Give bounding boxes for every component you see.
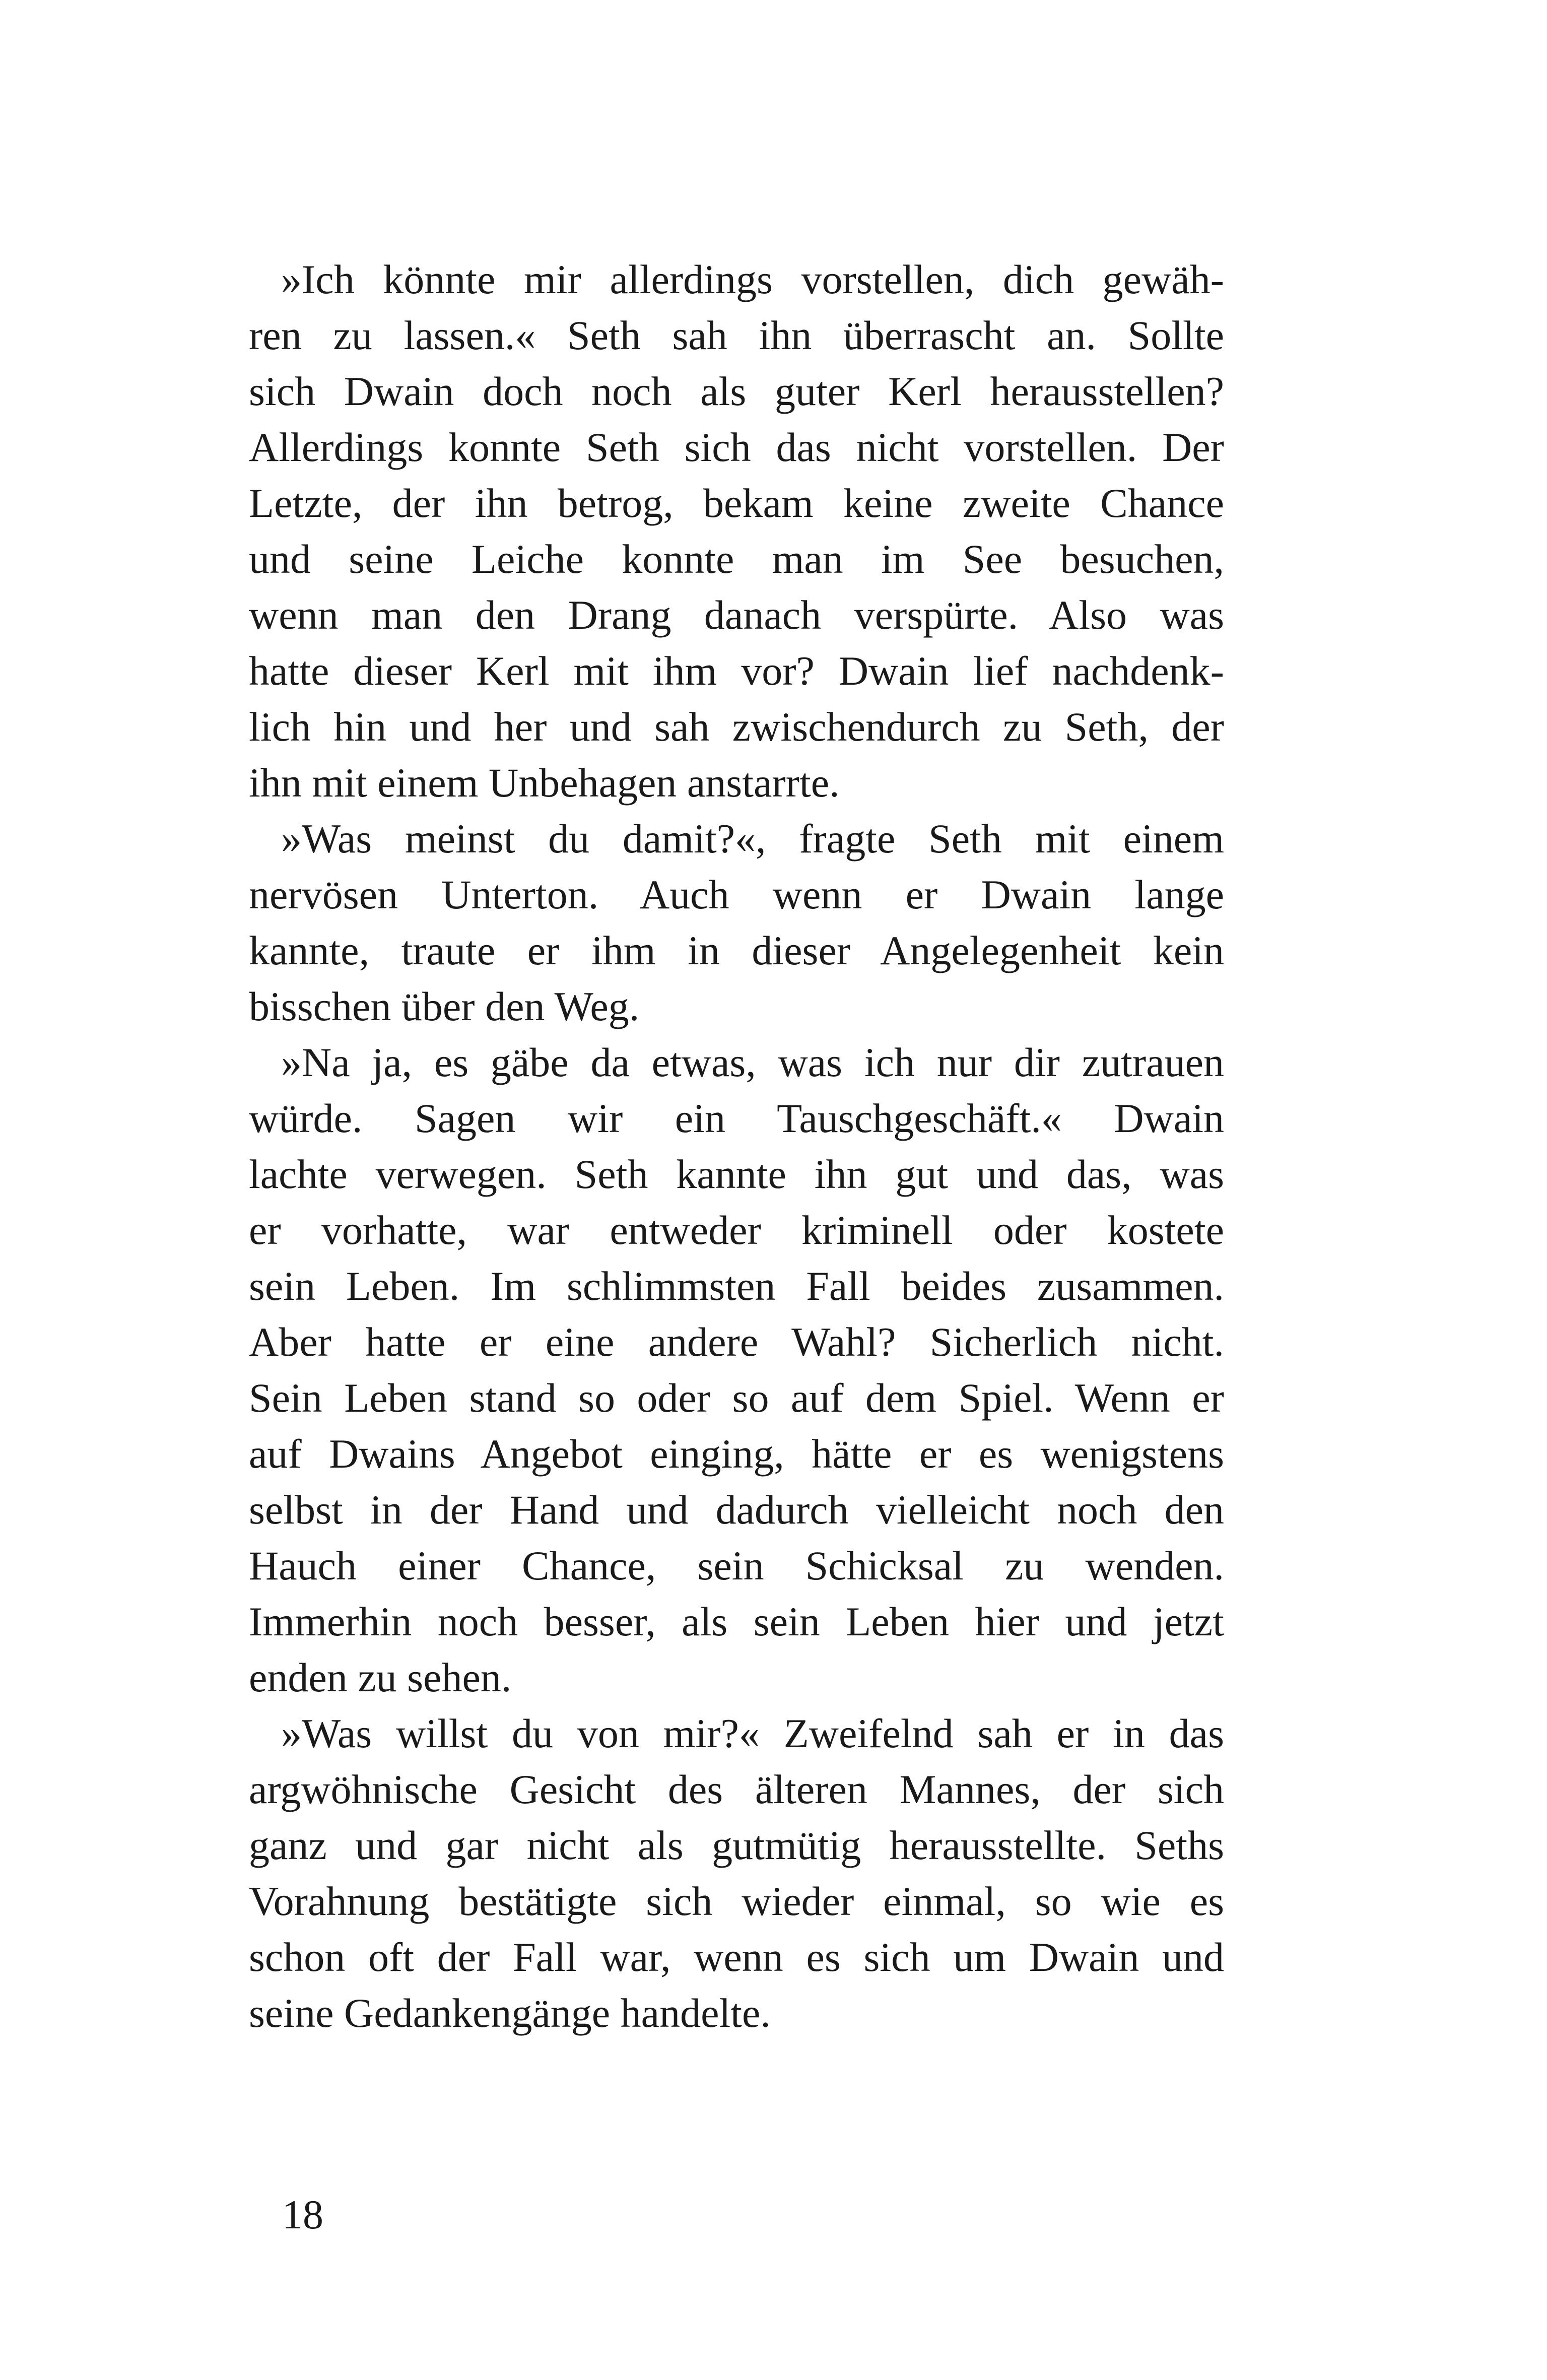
text-line: hatte dieser Kerl mit ihm vor? Dwain lief nachdenk- — [249, 648, 1224, 694]
text-line: schon oft der Fall war, wenn es sich um Dwain und — [249, 1934, 1224, 1980]
text-line: sich Dwain doch noch als guter Kerl herausstellen? — [249, 368, 1224, 414]
page-number: 18 — [282, 2192, 323, 2237]
text-line: ihn mit einem Unbehagen anstarrte. — [249, 760, 840, 806]
text-line: Sein Leben stand so oder so auf dem Spiel. Wenn er — [249, 1375, 1224, 1421]
text-line: lachte verwegen. Seth kannte ihn gut und das, was — [249, 1151, 1224, 1197]
text-line: Letzte, der ihn betrog, bekam keine zweite Chance — [249, 480, 1224, 526]
text-line: »Was meinst du damit?«, fragte Seth mit einem — [281, 816, 1224, 862]
text-line: auf Dwains Angebot einging, hätte er es wenigstens — [249, 1431, 1224, 1477]
text-line: argwöhnische Gesicht des älteren Mannes, der sich — [249, 1766, 1224, 1812]
text-line: sein Leben. Im schlimmsten Fall beides zusammen. — [249, 1263, 1224, 1309]
text-line: lich hin und her und sah zwischendurch zu Seth, der — [249, 704, 1224, 750]
text-line: und seine Leiche konnte man im See besuchen, — [249, 536, 1224, 582]
text-line: wenn man den Drang danach verspürte. Also was — [249, 592, 1224, 638]
text-line: nervösen Unterton. Auch wenn er Dwain lange — [249, 872, 1224, 917]
text-line: »Was willst du von mir?« Zweifelnd sah er in das — [281, 1710, 1224, 1756]
text-line: »Ich könnte mir allerdings vorstellen, dich gewäh- — [281, 256, 1224, 302]
text-line: Aber hatte er eine andere Wahl? Sicherlich nicht. — [249, 1319, 1224, 1365]
text-line: Immerhin noch besser, als sein Leben hier und jetzt — [249, 1599, 1224, 1644]
text-line: ganz und gar nicht als gutmütig herausstellte. Seths — [249, 1822, 1224, 1868]
text-line: bisschen über den Weg. — [249, 983, 640, 1029]
text-line: kannte, traute er ihm in dieser Angelegenheit kein — [249, 928, 1224, 973]
text-line: Vorahnung bestätigte sich wieder einmal, so wie es — [249, 1878, 1224, 1924]
body-text — [249, 251, 1224, 2041]
text-line: ren zu lassen.« Seth sah ihn überrascht an. Sollte — [249, 312, 1224, 358]
text-line: er vorhatte, war entweder kriminell oder kostete — [249, 1207, 1224, 1253]
text-line: Allerdings konnte Seth sich das nicht vorstellen. Der — [249, 424, 1224, 470]
text-line: würde. Sagen wir ein Tauschgeschäft.« Dwain — [249, 1095, 1224, 1141]
text-line: enden zu sehen. — [249, 1655, 512, 1700]
text-line: seine Gedankengänge handelte. — [249, 1990, 771, 2036]
text-line: selbst in der Hand und dadurch vielleicht noch den — [249, 1487, 1224, 1533]
text-line: »Na ja, es gäbe da etwas, was ich nur dir zutrauen — [281, 1039, 1224, 1085]
text-line: Hauch einer Chance, sein Schicksal zu wenden. — [249, 1543, 1224, 1589]
